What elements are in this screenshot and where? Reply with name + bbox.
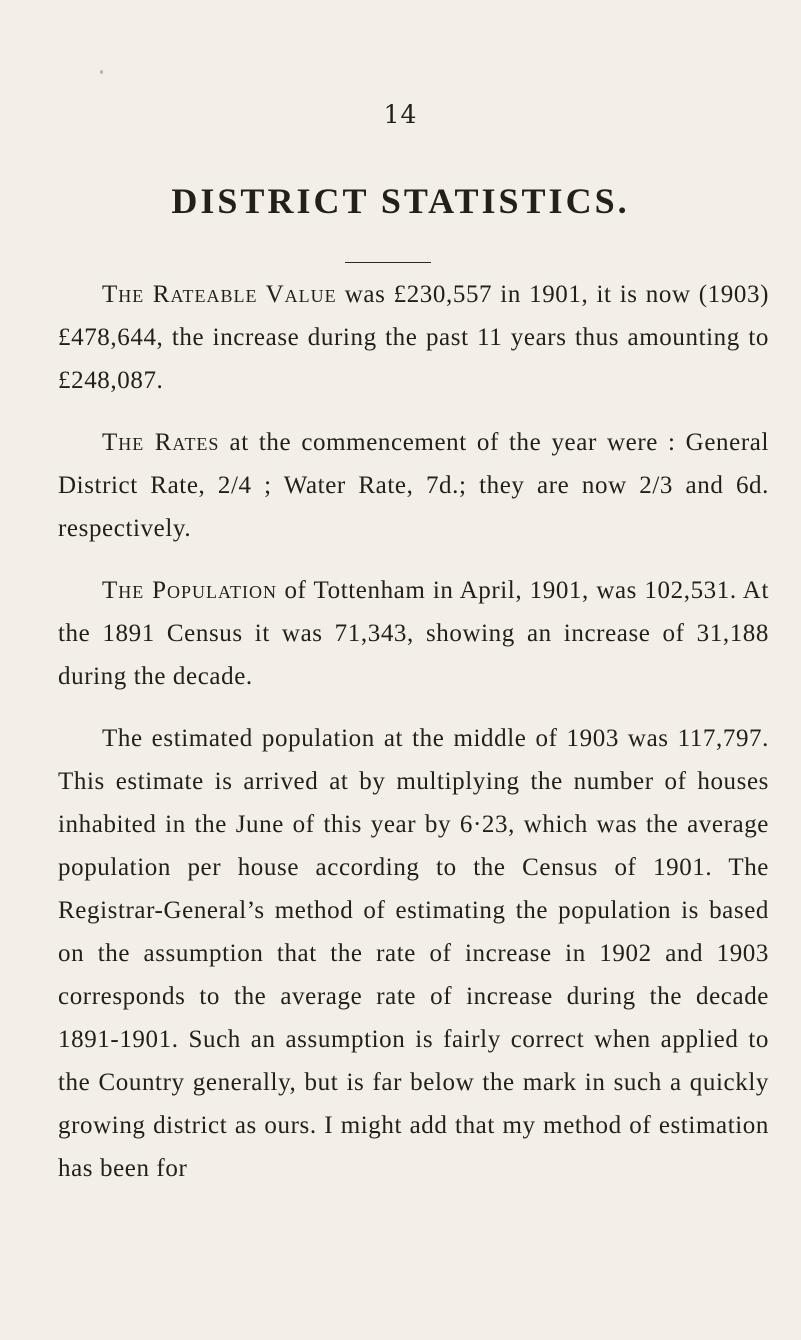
- page-title: DISTRICT STATISTICS.: [171, 181, 630, 221]
- lead-term: The Rates: [102, 429, 220, 456]
- print-speck: [100, 70, 103, 74]
- paragraph-text: of Tottenham in April, 1901, was 102,531. At the 1891 Census it was 71,343, showing an increase of 31,188 during the decade.: [58, 577, 769, 690]
- paragraph-rates: [58, 421, 769, 550]
- paragraph-text: The estimated population at the middle of 1903 was 117,797. This estimate is arrived at by multiplying the number of houses inhabited in the June of this year by 6·23, which was the average population per house according to the Census of 1901. The Registrar-General’s method of estimating the population is based on the assumption that the rate of increase in 1902 and 1903 corresponds to the average rate of increase during the decade 1891-1901. Such an assumption is fairly correct when applied to the Country generally, but is far below the mark in such a quickly growing district as ours. I might add that my method of estimation has been for: [58, 725, 769, 1182]
- lead-term: The Rateable Value: [102, 281, 337, 308]
- paragraph-text: at the commencement of the year were : General District Rate, 2/4 ; Water Rate, 7d.; they are now 2/3 and 6d. respectively.: [58, 429, 769, 542]
- paragraph-estimated-population: [58, 717, 769, 1190]
- lead-term: The Population: [102, 577, 278, 604]
- paragraph-population: [58, 569, 769, 698]
- body-text: [58, 254, 769, 1190]
- paragraph-text: was £230,557 in 1901, it is now (1903) £478,644, the increase during the past 11 years thus amounting to £248,087.: [58, 281, 769, 394]
- paragraph-rateable-value: [58, 273, 769, 402]
- page-number: 14: [383, 100, 418, 129]
